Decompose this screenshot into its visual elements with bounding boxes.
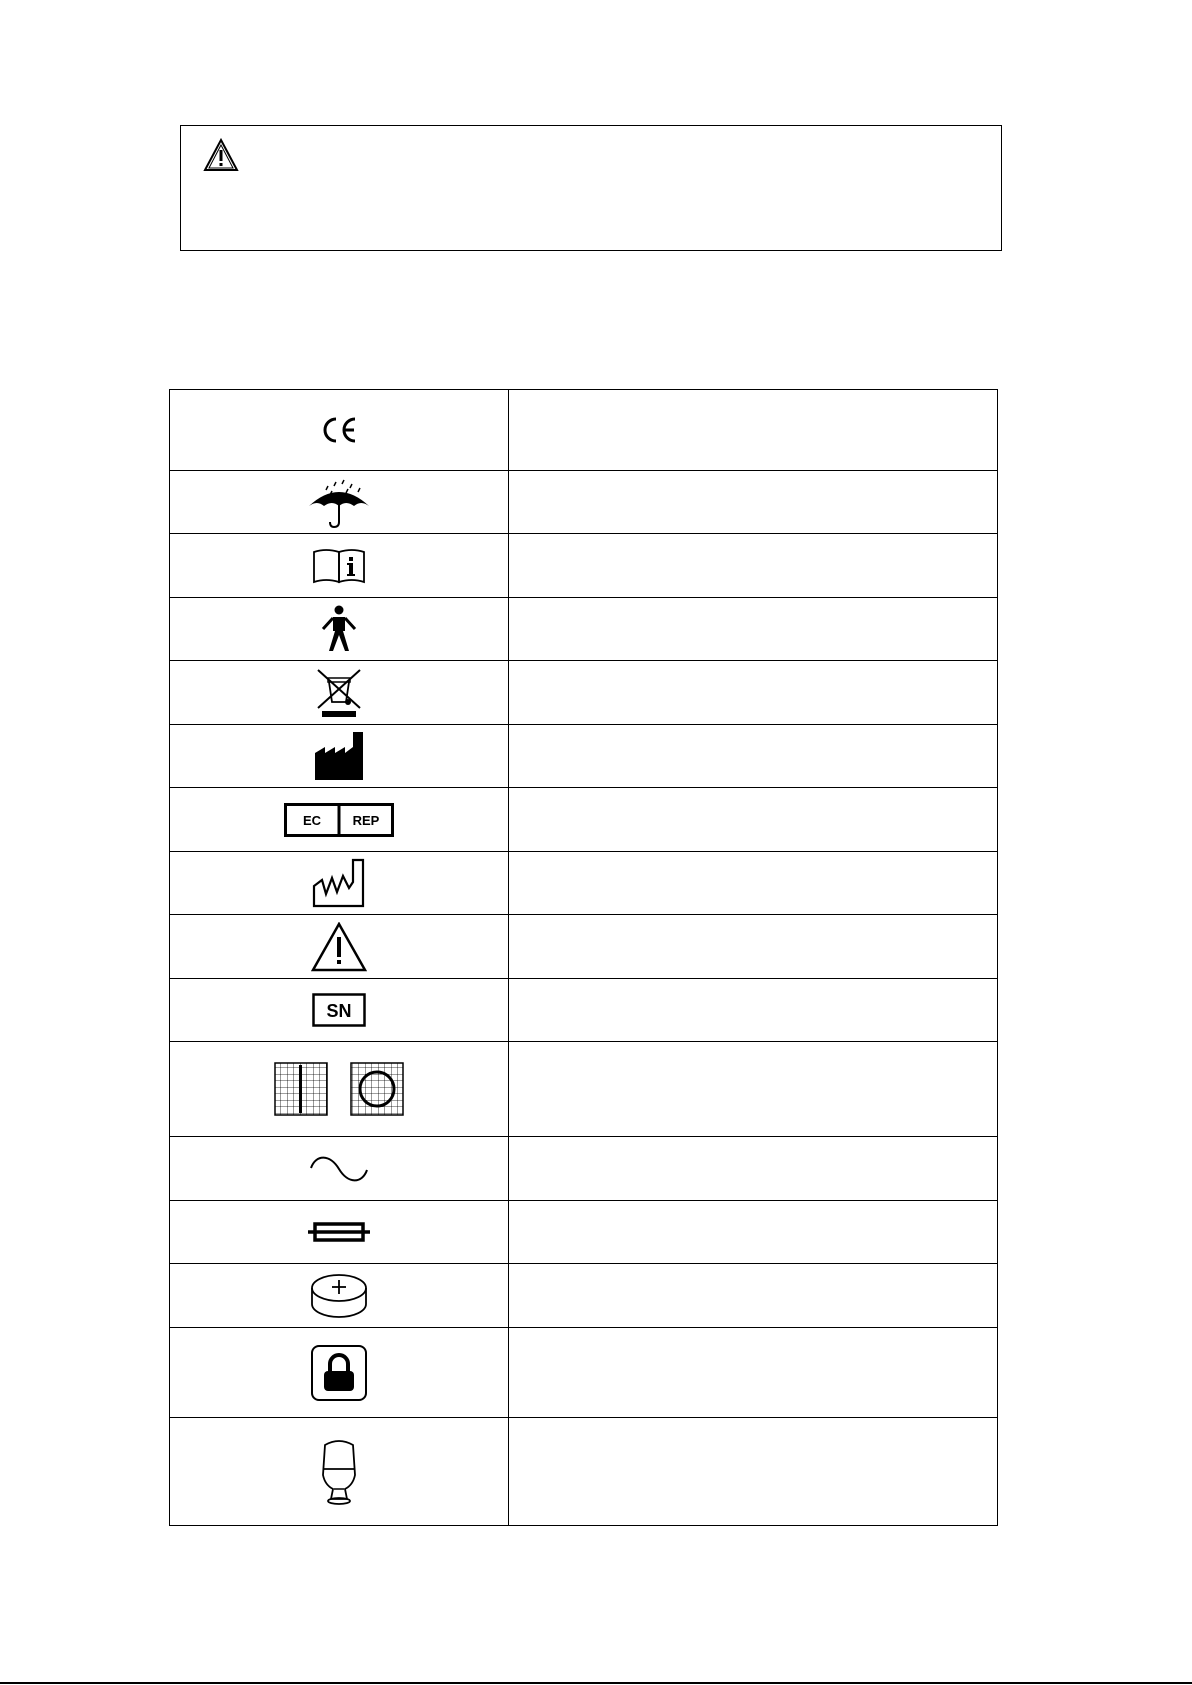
symbol-description: [509, 390, 998, 471]
symbol-description: [509, 788, 998, 852]
table-row: [170, 1042, 998, 1137]
freeze-unfreeze-grid-icon: [274, 1061, 404, 1117]
date-of-manufacture-icon: [311, 858, 367, 908]
serial-number-icon: [312, 993, 366, 1027]
svg-text:REP: REP: [352, 812, 380, 828]
table-row: [170, 979, 998, 1042]
warning-box: [180, 125, 1002, 251]
table-row: [170, 852, 998, 915]
table-row: [170, 725, 998, 788]
table-row: [170, 1201, 998, 1264]
ec-rep-icon: [284, 803, 394, 837]
keep-dry-umbrella-icon: [306, 476, 372, 528]
table-row: [170, 1137, 998, 1201]
table-row: [170, 788, 998, 852]
symbol-description: [509, 725, 998, 788]
ce-mark-icon: [319, 415, 359, 445]
page-footer-rule: [0, 1682, 1192, 1684]
lock-icon: [310, 1344, 368, 1402]
manufacturer-icon: [313, 731, 365, 781]
table-row: [170, 1328, 998, 1418]
table-row: [170, 598, 998, 661]
symbol-description: [509, 1328, 998, 1418]
weee-disposal-icon: [314, 668, 364, 718]
symbol-description: [509, 979, 998, 1042]
symbol-description: [509, 1418, 998, 1526]
table-row: [170, 471, 998, 534]
svg-text:EC: EC: [302, 812, 322, 828]
symbol-description: [509, 1264, 998, 1328]
symbols-table: [169, 389, 998, 1526]
type-b-applied-part-icon: [319, 605, 359, 653]
table-row: [170, 1418, 998, 1526]
symbol-description: [509, 471, 998, 534]
warning-triangle-icon: [203, 138, 239, 172]
symbol-description: [509, 661, 998, 725]
symbol-description: [509, 852, 998, 915]
battery-icon: [309, 1272, 369, 1320]
caution-icon: [311, 922, 367, 972]
symbol-description: [509, 1137, 998, 1201]
alternating-current-icon: [308, 1152, 370, 1186]
table-row: [170, 390, 998, 471]
table-row: [170, 915, 998, 979]
symbol-description: [509, 534, 998, 598]
svg-text:SN: SN: [326, 1001, 352, 1021]
ultrasound-probe-icon: [319, 1439, 359, 1505]
table-row: [170, 661, 998, 725]
table-row: [170, 1264, 998, 1328]
symbol-description: [509, 598, 998, 661]
fuse-icon: [307, 1219, 371, 1245]
table-row: [170, 534, 998, 598]
symbol-description: [509, 1201, 998, 1264]
symbol-description: [509, 1042, 998, 1137]
consult-instructions-icon: [312, 548, 366, 584]
symbol-description: [509, 915, 998, 979]
